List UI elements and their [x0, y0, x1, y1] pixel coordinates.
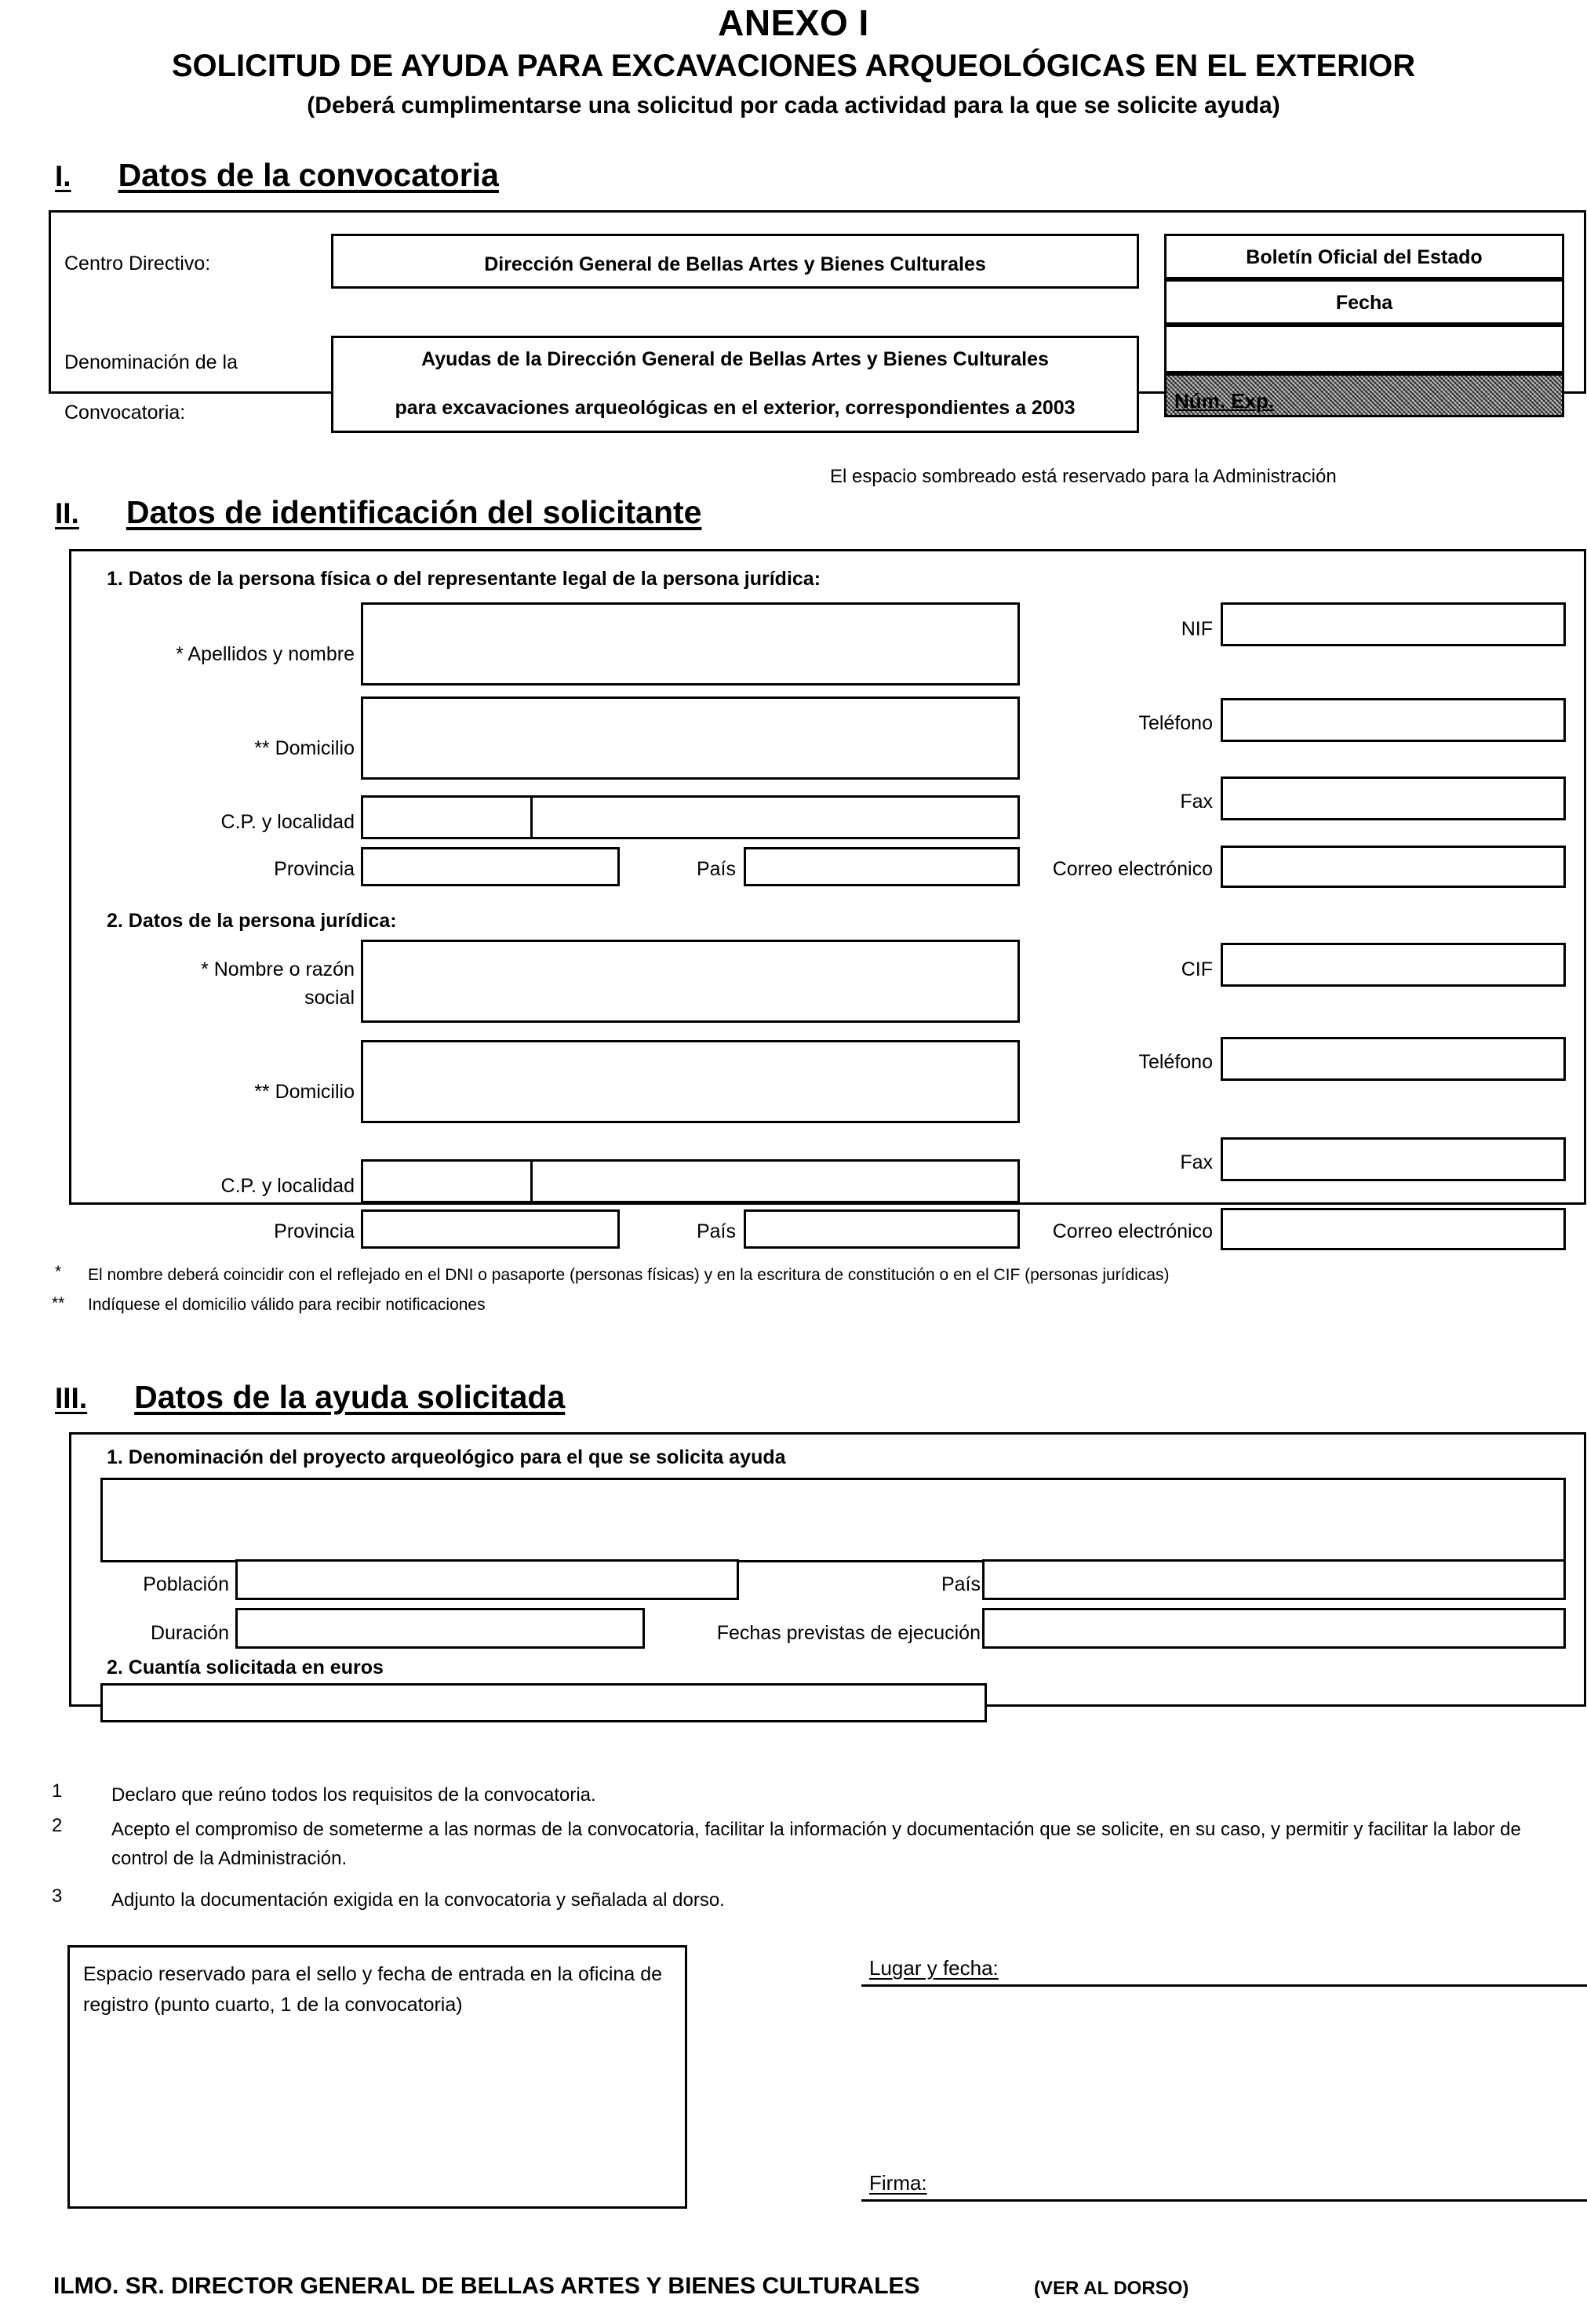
nombre-razon-field[interactable]	[361, 940, 1020, 1023]
section-1-number: I.	[55, 160, 71, 192]
num-exp-label: Núm. Exp.	[1174, 389, 1275, 413]
firma-label: Firma:	[869, 2171, 927, 2195]
footnote-2-mark: **	[52, 1294, 65, 1312]
provincia-1-field[interactable]	[361, 847, 620, 886]
subsection-3-2-title: 2. Cuantía solicitada en euros	[107, 1657, 384, 1678]
fechas-previstas-label: Fechas previstas de ejecución	[716, 1622, 981, 1644]
nombre-razon-label-line1: * Nombre o razón	[201, 958, 355, 980]
footnote-1-mark: *	[55, 1263, 62, 1281]
lugar-fecha-label: Lugar y fecha:	[869, 1956, 999, 1980]
proyecto-denominacion-field[interactable]	[100, 1478, 1566, 1562]
boe-fecha-input[interactable]	[1164, 325, 1564, 373]
form-subtitle: (Deberá cumplimentarse una solicitud por cada actividad para la que se solicite ayuda)	[307, 93, 1280, 118]
duracion-field[interactable]	[235, 1608, 645, 1649]
domicilio-2-label: ** Domicilio	[254, 1081, 355, 1103]
firma-line[interactable]	[861, 2199, 1587, 2202]
pais-1-label: País	[696, 858, 736, 880]
fax-2-field[interactable]	[1221, 1137, 1566, 1181]
nombre-razon-label-line2: social	[304, 987, 355, 1009]
section-2-number: II.	[55, 497, 79, 529]
pais-3-label: País	[941, 1573, 981, 1595]
nif-label: NIF	[1181, 618, 1213, 640]
centro-directivo-label: Centro Directivo:	[64, 253, 211, 275]
telefono-1-field[interactable]	[1221, 698, 1566, 742]
declaration-3-text: Adjunto la documentación exigida en la convocatoria y señalada al dorso.	[111, 1889, 725, 1911]
declaration-3-number: 3	[52, 1886, 63, 1907]
section-1-title: Datos de la convocatoria	[118, 157, 499, 193]
subsection-3-1-title: 1. Denominación del proyecto arqueológico para el que se solicita ayuda	[107, 1446, 786, 1468]
correo-2-field[interactable]	[1221, 1208, 1566, 1250]
admin-space-note: El espacio sombreado está reservado para la Administración	[830, 466, 1337, 487]
correo-1-label: Correo electrónico	[1052, 858, 1213, 880]
cp-localidad-1-divider	[530, 795, 533, 839]
fax-1-field[interactable]	[1221, 776, 1566, 820]
pais-3-field[interactable]	[982, 1559, 1566, 1600]
fecha-label: Fecha	[1335, 292, 1393, 314]
lugar-fecha-line[interactable]	[861, 1984, 1587, 1987]
section-3-title: Datos de la ayuda solicitada	[134, 1379, 566, 1415]
provincia-2-label: Provincia	[274, 1220, 355, 1242]
section-heading-3	[55, 1379, 565, 1416]
denominacion-label-line2: Convocatoria:	[64, 402, 186, 424]
denominacion-value-line2: para excavaciones arqueológicas en el exterior, correspondientes a 2003	[395, 397, 1076, 419]
declaration-1-text: Declaro que reúno todos los requisitos de la convocatoria.	[111, 1784, 596, 1806]
cp-localidad-1-field[interactable]	[361, 795, 1020, 839]
cp-localidad-1-label: C.P. y localidad	[220, 811, 355, 833]
fax-1-label: Fax	[1180, 791, 1213, 813]
footnote-1-text: El nombre deberá coincidir con el reflejado en el DNI o pasaporte (personas físicas) y en la escritura de constitución o en el CIF (personas jurídicas)	[88, 1266, 1170, 1284]
apellidos-field[interactable]	[361, 602, 1020, 686]
ver-al-dorso-note: (VER AL DORSO)	[1034, 2278, 1189, 2299]
cp-localidad-2-label: C.P. y localidad	[220, 1175, 355, 1197]
cif-label: CIF	[1181, 958, 1213, 980]
boe-label: Boletín Oficial del Estado	[1246, 246, 1483, 268]
section-2-title: Datos de identificación del solicitante	[126, 494, 702, 530]
fechas-previstas-field[interactable]	[982, 1608, 1566, 1649]
declaration-1-number: 1	[52, 1780, 63, 1802]
poblacion-label: Población	[143, 1573, 229, 1595]
registry-stamp-text: Espacio reservado para el sello y fecha de entrada en la oficina de registro (punto cuarto, 1 de la convocatoria)	[83, 1963, 662, 2016]
declaration-2-number: 2	[52, 1815, 63, 1836]
page-title: ANEXO I	[718, 2, 869, 43]
section-heading-1	[55, 157, 499, 194]
cp-localidad-2-field[interactable]	[361, 1159, 1020, 1203]
cuantia-field[interactable]	[100, 1683, 987, 1722]
footnote-2-text: Indíquese el domicilio válido para recibir notificaciones	[88, 1296, 486, 1314]
subsection-2-2-title: 2. Datos de la persona jurídica:	[107, 910, 397, 932]
addressee-text: ILMO. SR. DIRECTOR GENERAL DE BELLAS ARTES Y BIENES CULTURALES	[53, 2273, 920, 2299]
cp-localidad-2-divider	[530, 1159, 533, 1203]
nif-field[interactable]	[1221, 602, 1566, 646]
telefono-2-label: Teléfono	[1138, 1051, 1213, 1073]
denominacion-value-line1: Ayudas de la Dirección General de Bellas Artes y Bienes Culturales	[421, 348, 1049, 370]
subsection-2-1-title: 1. Datos de la persona física o del representante legal de la persona jurídica:	[107, 568, 821, 590]
form-title: SOLICITUD DE AYUDA PARA EXCAVACIONES ARQUEOLÓGICAS EN EL EXTERIOR	[171, 49, 1416, 83]
declaration-2-text: Acepto el compromiso de someterme a las normas de la convocatoria, facilitar la información y documentación que se solicite, en su caso, y permitir y facilitar la labor de control de la Administración.	[111, 1819, 1521, 1870]
domicilio-1-label: ** Domicilio	[254, 737, 355, 759]
denominacion-label-line1: Denominación de la	[64, 351, 238, 373]
domicilio-1-field[interactable]	[361, 696, 1020, 780]
duracion-label: Duración	[150, 1622, 229, 1644]
num-exp-shaded-box	[1164, 373, 1564, 417]
poblacion-field[interactable]	[235, 1559, 739, 1600]
correo-2-label: Correo electrónico	[1052, 1220, 1213, 1242]
fax-2-label: Fax	[1180, 1151, 1213, 1173]
apellidos-label: * Apellidos y nombre	[176, 643, 355, 665]
domicilio-2-field[interactable]	[361, 1040, 1020, 1123]
pais-2-label: País	[696, 1220, 736, 1242]
provincia-2-field[interactable]	[361, 1209, 620, 1249]
centro-directivo-value: Dirección General de Bellas Artes y Bienes Culturales	[484, 253, 986, 275]
cif-field[interactable]	[1221, 943, 1566, 987]
section-heading-2	[55, 494, 701, 531]
provincia-1-label: Provincia	[274, 858, 355, 880]
correo-1-field[interactable]	[1221, 846, 1566, 888]
telefono-1-label: Teléfono	[1138, 712, 1213, 734]
telefono-2-field[interactable]	[1221, 1037, 1566, 1081]
section-3-number: III.	[55, 1382, 88, 1414]
